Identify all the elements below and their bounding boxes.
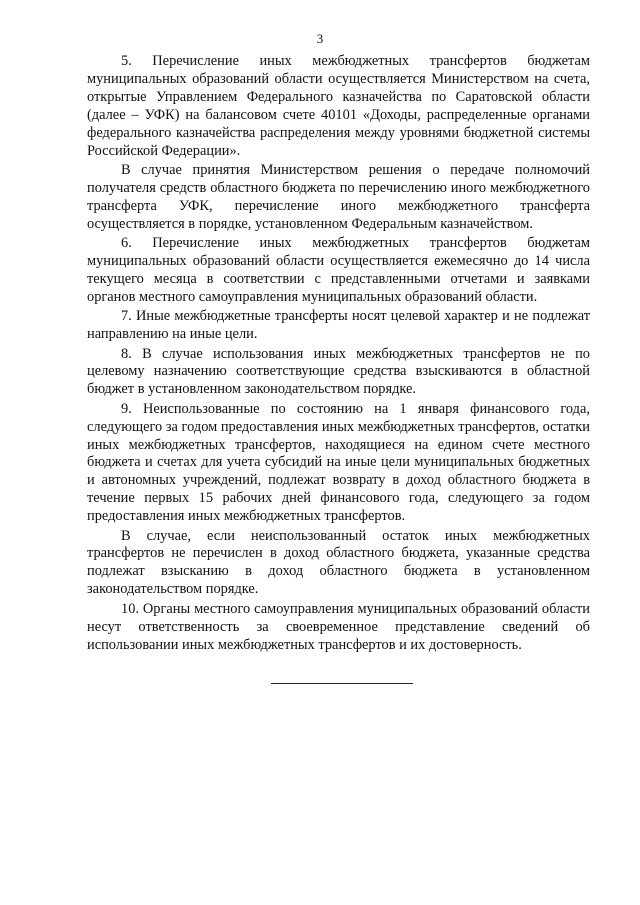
paragraph-5: 5. Перечисление иных межбюджетных трансфертов бюджетам муниципальных образований области осуществляется Министерством на счета, открытые Управлением Федерального казначейства по Саратовской области (далее – УФК) на балансовом счете 40101 «Доходы, распределенные органами федерального казначейства распределения между уровнями бюджетной системы Российской Федерации». (87, 53, 590, 159)
paragraph-5-continuation: В случае принятия Министерством решения о передаче полномочий получателя средств областного бюджета по перечислению иного межбюджетного трансферта УФК, перечисление иного межбюджетного трансферта осуществляется в порядке, установленном Федеральным казначейством. (87, 161, 590, 232)
page-number: 3 (316, 31, 324, 46)
document-body (87, 53, 590, 656)
paragraph-8: 8. В случае использования иных межбюджетных трансфертов не по целевому назначению соответствующие средства взыскиваются в областной бюджет в установленном законодательством порядке. (87, 345, 590, 398)
paragraph-9-continuation: В случае, если неиспользованный остаток иных межбюджетных трансфертов не перечислен в доход областного бюджета, указанные средства подлежат взысканию в доход областного бюджета в установленном законодательством порядке. (87, 527, 590, 598)
paragraph-7: 7. Иные межбюджетные трансферты носят целевой характер и не подлежат направлению на иные цели. (87, 308, 590, 343)
paragraph-10: 10. Органы местного самоуправления муниципальных образований области несут ответственность за своевременное представление сведений об использовании иных межбюджетных трансфертов и их достоверность. (87, 600, 590, 653)
end-divider-line (271, 683, 413, 684)
paragraph-6: 6. Перечисление иных межбюджетных трансфертов бюджетам муниципальных образований области осуществляется ежемесячно до 14 числа текущего месяца в соответствии с представленными отчетами и заявками органов местного самоуправления муниципальных образований области. (87, 235, 590, 305)
paragraph-9: 9. Неиспользованные по состоянию на 1 января финансового года, следующего за годом предоставления иных межбюджетных трансфертов, остатки иных межбюджетных трансфертов, находящиеся на едином счете местного бюджета и счетах для учета субсидий на иные цели муниципальных бюджетных и автономных учреждений, подлежат возврату в доход областного бюджета в течение первых 15 рабочих дней финансового года, следующего за годом предоставления иных межбюджетных трансфертов. (87, 400, 590, 525)
